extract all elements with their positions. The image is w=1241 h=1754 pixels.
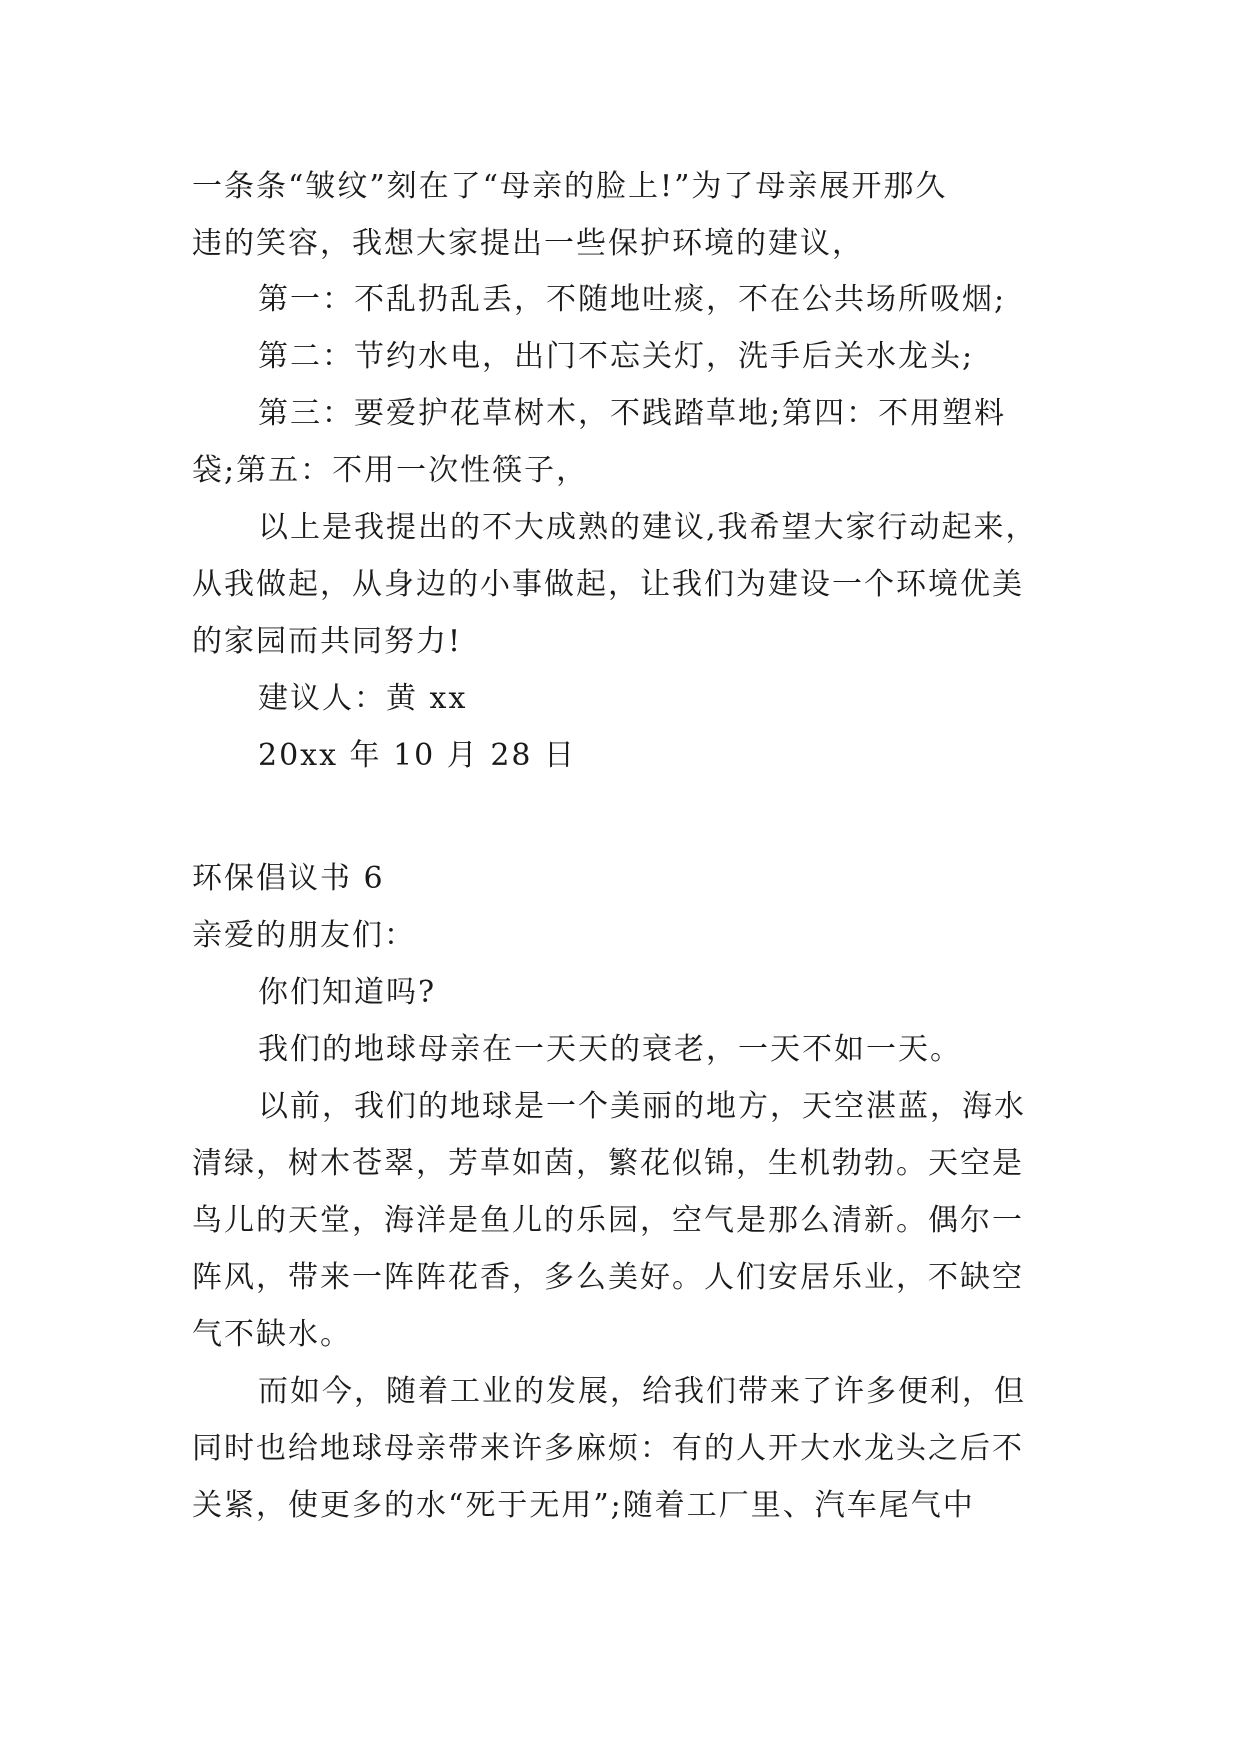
salutation: 亲爱的朋友们： <box>192 918 416 953</box>
text-line: 阵风，带来一阵阵花香，多么美好。人们安居乐业，不缺空 <box>192 1260 1024 1295</box>
text-line: 你们知道吗? <box>258 975 437 1010</box>
text-line: 以前，我们的地球是一个美丽的地方，天空湛蓝，海水 <box>258 1089 1026 1124</box>
text-line: 关紧，使更多的水“死于无用”;随着工厂里、汽车尾气中 <box>192 1488 975 1523</box>
text-line: 袋;第五：不用一次性筷子， <box>192 453 589 488</box>
signature-line: 建议人：黄 xx <box>258 681 468 716</box>
text-line: 一条条“皱纹”刻在了“母亲的脸上!”为了母亲展开那久 <box>192 169 948 204</box>
text-line: 清绿，树木苍翠，芳草如茵，繁花似锦，生机勃勃。天空是 <box>192 1146 1024 1181</box>
text-line: 气不缺水。 <box>192 1317 352 1352</box>
text-line: 违的笑容，我想大家提出一些保护环境的建议， <box>192 226 864 261</box>
text-line: 第三：要爱护花草树木，不践踏草地;第四：不用塑料 <box>258 396 1007 431</box>
text-line: 以上是我提出的不大成熟的建议,我希望大家行动起来， <box>258 510 1038 545</box>
text-line: 从我做起，从身边的小事做起，让我们为建设一个环境优美 <box>192 567 1024 602</box>
text-line: 的家园而共同努力! <box>192 624 463 659</box>
text-line: 同时也给地球母亲带来许多麻烦：有的人开大水龙头之后不 <box>192 1431 1024 1466</box>
section-title: 环保倡议书 6 <box>192 861 385 896</box>
text-line: 第一：不乱扔乱丢，不随地吐痰，不在公共场所吸烟; <box>258 282 1007 317</box>
date-line: 20xx 年 10 月 28 日 <box>258 738 577 773</box>
text-line: 而如今，随着工业的发展，给我们带来了许多便利，但 <box>258 1374 1026 1409</box>
text-line: 我们的地球母亲在一天天的衰老，一天不如一天。 <box>258 1032 962 1067</box>
text-line: 鸟儿的天堂，海洋是鱼儿的乐园，空气是那么清新。偶尔一 <box>192 1203 1024 1238</box>
text-line: 第二：节约水电，出门不忘关灯，洗手后关水龙头; <box>258 339 975 374</box>
